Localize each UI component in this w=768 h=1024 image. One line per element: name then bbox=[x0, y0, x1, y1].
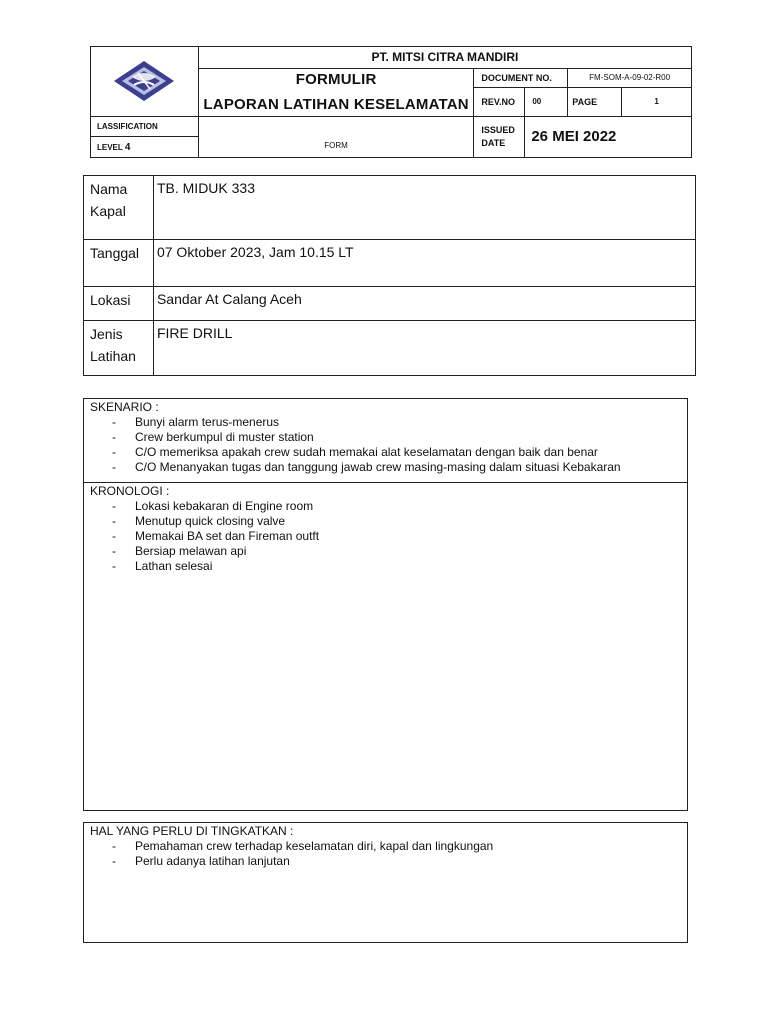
company-logo-icon bbox=[112, 59, 176, 103]
list-item: - Lokasi kebakaran di Engine room bbox=[112, 499, 687, 514]
info-label: Lokasi bbox=[84, 287, 154, 321]
rev-label: REV.NO bbox=[474, 88, 525, 117]
list-item: - Pemahaman crew terhadap keselamatan diri, kapal dan lingkungan bbox=[112, 839, 687, 854]
table-row bbox=[84, 321, 696, 376]
form-title-blank bbox=[198, 116, 474, 157]
info-label: Nama Kapal bbox=[84, 176, 154, 240]
issued-date-label bbox=[474, 116, 525, 157]
issued-date-value: 26 MEI 2022 bbox=[525, 116, 692, 157]
list-item: - Memakai BA set dan Fireman outft bbox=[112, 529, 687, 544]
table-row bbox=[84, 240, 696, 287]
table-row bbox=[84, 287, 696, 321]
list-item: - C/O memeriksa apakah crew sudah memakai alat keselamatan dengan baik dan benar bbox=[112, 445, 687, 460]
level-cell bbox=[91, 137, 199, 158]
skenario-kronologi-box bbox=[83, 398, 688, 811]
classification-label: LASSIFICATION bbox=[91, 116, 199, 137]
list-item: - Crew berkumpul di muster station bbox=[112, 430, 687, 445]
company-name: PT. MITSI CITRA MANDIRI bbox=[198, 47, 691, 69]
issued-label-line-1: ISSUED bbox=[481, 124, 515, 135]
issued-label-line-2: DATE bbox=[481, 137, 506, 148]
kronologi-list bbox=[84, 499, 687, 574]
page-label: PAGE bbox=[568, 88, 622, 117]
level-value: 4 bbox=[124, 141, 131, 153]
improvement-title: HAL YANG PERLU DI TINGKATKAN : bbox=[90, 824, 294, 838]
improvement-box bbox=[83, 822, 688, 943]
document-no-label: DOCUMENT NO. bbox=[474, 68, 568, 88]
info-label: Tanggal bbox=[84, 240, 154, 287]
kronologi-title: KRONOLOGI : bbox=[90, 484, 170, 498]
page-value: 1 bbox=[622, 88, 692, 117]
list-item: - Bunyi alarm terus-menerus bbox=[112, 415, 687, 430]
form-type-label: FORM bbox=[324, 141, 348, 150]
info-table bbox=[83, 175, 696, 376]
kronologi-section bbox=[84, 483, 687, 574]
logo-cell bbox=[91, 47, 199, 117]
info-value: Sandar At Calang Aceh bbox=[153, 287, 695, 321]
form-title-line-2: LAPORAN LATIHAN KESELAMATAN bbox=[203, 96, 469, 114]
skenario-title: SKENARIO : bbox=[90, 400, 159, 414]
list-item: - Menutup quick closing valve bbox=[112, 514, 687, 529]
list-item: - Bersiap melawan api bbox=[112, 544, 687, 559]
info-label: Jenis Latihan bbox=[84, 321, 154, 376]
info-value: TB. MIDUK 333 bbox=[153, 176, 695, 240]
info-value: FIRE DRILL bbox=[153, 321, 695, 376]
info-value: 07 Oktober 2023, Jam 10.15 LT bbox=[153, 240, 695, 287]
form-title-line-1: FORMULIR bbox=[295, 71, 377, 89]
form-title bbox=[198, 68, 474, 116]
skenario-list bbox=[84, 415, 687, 475]
list-item: - C/O Menanyakan tugas dan tanggung jawab crew masing-masing dalam situasi Kebakaran bbox=[112, 460, 687, 475]
list-item: - Lathan selesai bbox=[112, 559, 687, 574]
rev-value: 00 bbox=[525, 88, 568, 117]
table-row bbox=[84, 176, 696, 240]
skenario-section bbox=[84, 399, 687, 483]
list-item: - Perlu adanya latihan lanjutan bbox=[112, 854, 687, 869]
level-label: LEVEL bbox=[97, 142, 123, 152]
improvement-list bbox=[84, 839, 687, 869]
document-no-value: FM-SOM-A-09-02-R00 bbox=[568, 68, 692, 88]
